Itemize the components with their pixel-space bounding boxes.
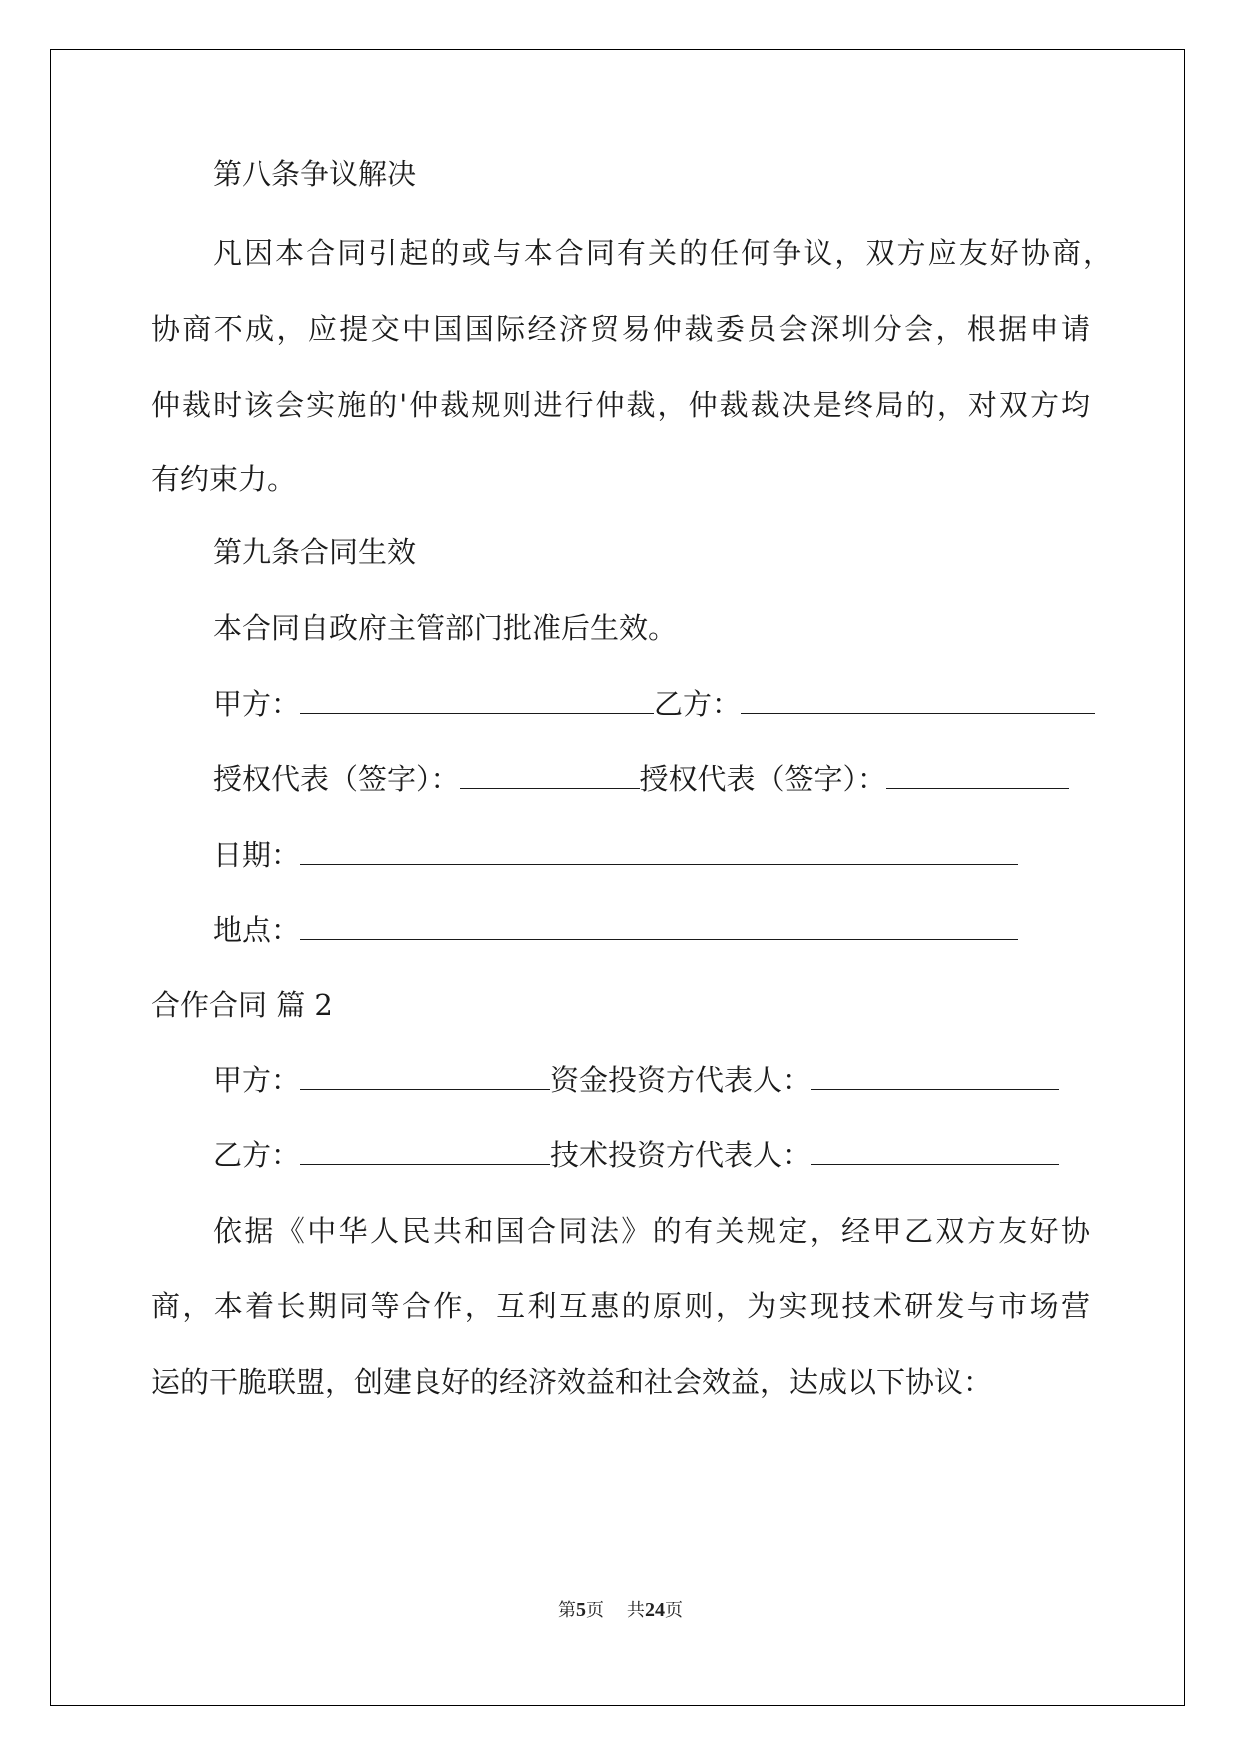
party-b-blank[interactable]: [741, 689, 1095, 714]
party-a-blank[interactable]: [300, 689, 654, 714]
s2-party-b-label: 乙方：: [213, 1138, 301, 1172]
page-border: [50, 49, 1185, 1706]
section2-paragraph-line-3: 运的干脆联盟，创建良好的经济效益和社会效益，达成以下协议：: [151, 1365, 993, 1399]
article8-paragraph-line-1: 凡因本合同引起的或与本合同有关的任何争议，双方应友好协商，: [213, 236, 1112, 270]
date-blank[interactable]: [300, 840, 1018, 865]
footer-page-suffix: 页: [664, 1600, 683, 1621]
rep-b-blank[interactable]: [886, 764, 1069, 789]
section2-party-b-row: [213, 1135, 1059, 1175]
footer-page-mid: 页 共: [586, 1600, 645, 1621]
signature-place-row: [213, 910, 1018, 950]
section2-party-a-row: [213, 1060, 1059, 1100]
place-blank[interactable]: [300, 915, 1018, 940]
page-footer: [0, 1596, 1241, 1622]
article8-paragraph-line-3: 仲裁时该会实施的'仲裁规则进行仲裁，仲裁裁决是终局的，对双方均: [151, 388, 1090, 422]
section2-paragraph-line-2: 商，本着长期同等合作，互利互惠的原则，为实现技术研发与市场营: [151, 1289, 1090, 1323]
fund-rep-label: 资金投资方代表人：: [550, 1063, 812, 1097]
footer-page-prefix: 第: [558, 1600, 577, 1621]
rep-a-blank[interactable]: [460, 764, 640, 789]
signature-representative-row: [213, 759, 1069, 799]
article9-paragraph: 本合同自政府主管部门批准后生效。: [213, 611, 678, 645]
tech-rep-label: 技术投资方代表人：: [550, 1138, 812, 1172]
rep-b-label: 授权代表（签字）：: [639, 762, 887, 796]
s2-party-a-blank[interactable]: [300, 1065, 550, 1090]
s2-party-b-blank[interactable]: [300, 1140, 550, 1165]
tech-rep-blank[interactable]: [811, 1140, 1059, 1165]
signature-party-row: [213, 684, 1095, 724]
signature-date-row: [213, 835, 1018, 875]
section2-paragraph-line-1: 依据《中华人民共和国合同法》的有关规定，经甲乙双方友好协: [213, 1214, 1090, 1248]
s2-party-a-label: 甲方：: [213, 1063, 301, 1097]
place-label: 地点：: [213, 913, 301, 947]
article8-paragraph-line-4: 有约束力。: [151, 462, 297, 496]
party-b-label: 乙方：: [654, 687, 742, 721]
article8-title: 第八条争议解决: [213, 157, 417, 191]
party-a-label: 甲方：: [213, 687, 301, 721]
footer-total-pages: 24: [644, 1599, 665, 1621]
article9-title: 第九条合同生效: [213, 535, 417, 569]
rep-a-label: 授权代表（签字）：: [213, 762, 460, 796]
date-label: 日期：: [213, 838, 301, 872]
footer-page-number: 5: [576, 1599, 587, 1621]
section-2-title: 合作合同 篇 2: [151, 988, 333, 1022]
article8-paragraph-line-2: 协商不成，应提交中国国际经济贸易仲裁委员会深圳分会，根据申请: [151, 312, 1090, 346]
fund-rep-blank[interactable]: [811, 1065, 1059, 1090]
